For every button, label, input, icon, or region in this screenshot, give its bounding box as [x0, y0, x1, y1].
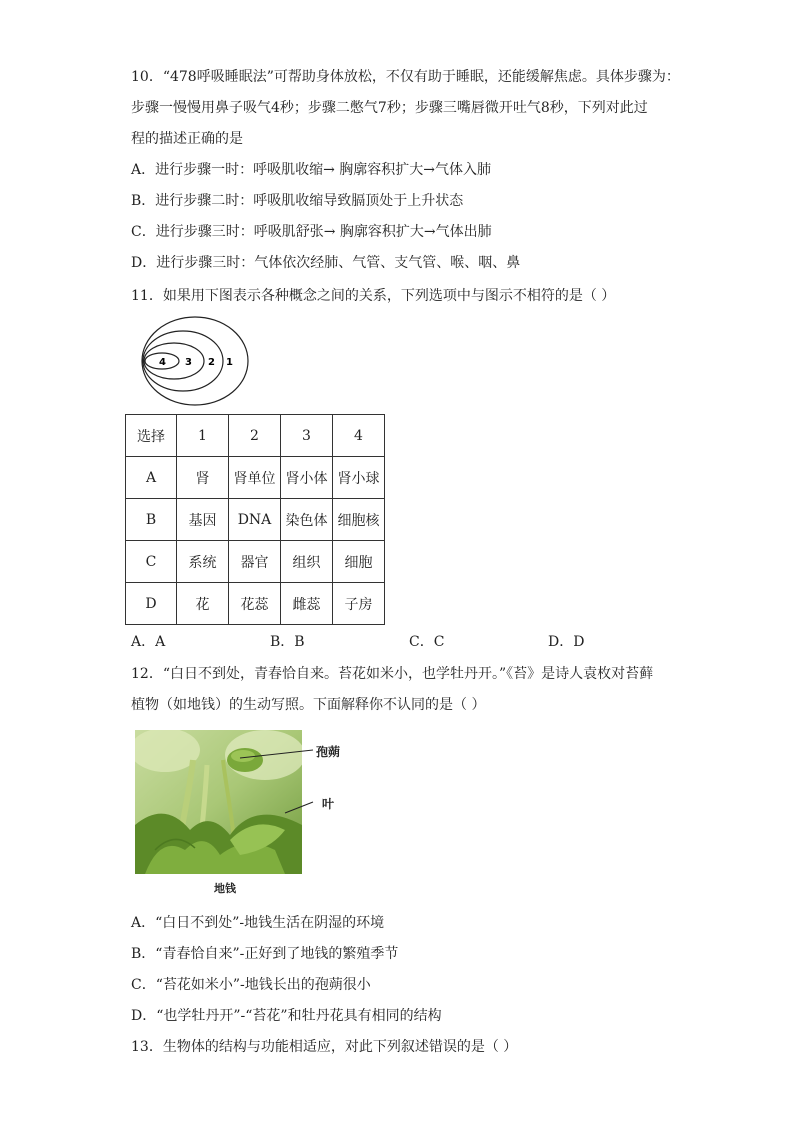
ellipse-3 — [144, 343, 204, 379]
table-row — [126, 583, 385, 625]
table-cell: 肾小球 — [333, 457, 385, 499]
table-cell: B — [126, 499, 177, 541]
table-cell: 花蕊 — [229, 583, 281, 625]
q10-stem-line3: 程的描述正确的是 — [131, 131, 243, 147]
q12-option-a: A．“白日不到处”-地钱生活在阴湿的环境 — [131, 915, 385, 931]
diagram-label-3: 3 — [185, 357, 192, 368]
table-cell: 肾单位 — [229, 457, 281, 499]
table-cell: 细胞核 — [333, 499, 385, 541]
label-capsule: 孢蒴 — [316, 745, 341, 759]
table-header-cell: 2 — [229, 415, 281, 457]
table-header-cell: 4 — [333, 415, 385, 457]
table-row — [126, 499, 385, 541]
table-header-cell: 3 — [281, 415, 333, 457]
table-cell: 肾小体 — [281, 457, 333, 499]
q12-option-b: B．“青春恰自来”-正好到了地钱的繁殖季节 — [131, 946, 399, 962]
table-cell: 细胞 — [333, 541, 385, 583]
table-cell: 雌蕊 — [281, 583, 333, 625]
table-cell: DNA — [229, 499, 281, 541]
q12-option-c: C．“苔花如米小”-地钱长出的孢蒴很小 — [131, 977, 371, 993]
table-cell: A — [126, 457, 177, 499]
table-cell: D — [126, 583, 177, 625]
table-cell: 子房 — [333, 583, 385, 625]
table-cell: 组织 — [281, 541, 333, 583]
table-cell: 系统 — [177, 541, 229, 583]
table-cell: 器官 — [229, 541, 281, 583]
table-header-cell: 1 — [177, 415, 229, 457]
q11-stem: 11．如果用下图表示各种概念之间的关系，下列选项中与图示不相符的是（ ） — [131, 288, 616, 304]
diagram-label-2: 2 — [208, 357, 215, 368]
q10-option-a: A．进行步骤一时：呼吸肌收缩→ 胸廓容积扩大→气体入肺 — [131, 162, 492, 178]
q12-stem-line2: 植物（如地钱）的生动写照。下面解释你不认同的是（ ） — [131, 697, 486, 713]
table-cell: C — [126, 541, 177, 583]
table-row — [126, 541, 385, 583]
q10-stem-line1: 10．“478呼吸睡眠法”可帮助身体放松，不仅有助于睡眠，还能缓解焦虑。具体步骤为： — [131, 69, 680, 85]
diagram-label-1: 1 — [226, 357, 233, 368]
table-cell: 染色体 — [281, 499, 333, 541]
diagram-label-4: 4 — [159, 357, 166, 368]
q11-answer-d: D．D — [548, 634, 585, 650]
table-cell: 花 — [177, 583, 229, 625]
q10-stem-line2: 步骤一慢慢用鼻子吸气4秒；步骤二憋气7秒；步骤三嘴唇微开吐气8秒，下列对此过 — [131, 100, 648, 116]
q11-answer-c: C．C — [409, 634, 445, 650]
q10-option-c: C．进行步骤三时：呼吸肌舒张→ 胸廓容积扩大→气体出肺 — [131, 224, 492, 240]
q12-option-d: D．“也学牡丹开”-“苔花”和牡丹花具有相同的结构 — [131, 1008, 442, 1024]
figure-caption: 地钱 — [214, 882, 236, 895]
q13-stem: 13．生物体的结构与功能相适应，对此下列叙述错误的是（ ） — [131, 1039, 518, 1055]
table-header-row — [126, 415, 385, 457]
q12-stem-line1: 12．“白日不到处，青春恰自来。苔花如米小，也学牡丹开。”《苔》是诗人袁枚对苔藓 — [131, 666, 654, 682]
q11-options-table — [125, 414, 385, 625]
table-header-cell: 选择 — [126, 415, 177, 457]
label-leaf: 叶 — [322, 797, 335, 811]
table-row — [126, 457, 385, 499]
q10-option-d: D．进行步骤三时：气体依次经肺、气管、支气管、喉、咽、鼻 — [131, 255, 521, 271]
q11-answer-b: B．B — [270, 634, 305, 650]
concept-nested-diagram — [140, 315, 250, 407]
table-cell: 肾 — [177, 457, 229, 499]
q10-option-b: B．进行步骤二时：呼吸肌收缩导致膈顶处于上升状态 — [131, 193, 464, 209]
figure-leader-lines — [225, 740, 315, 820]
table-cell: 基因 — [177, 499, 229, 541]
q11-answer-a: A．A — [131, 634, 166, 650]
